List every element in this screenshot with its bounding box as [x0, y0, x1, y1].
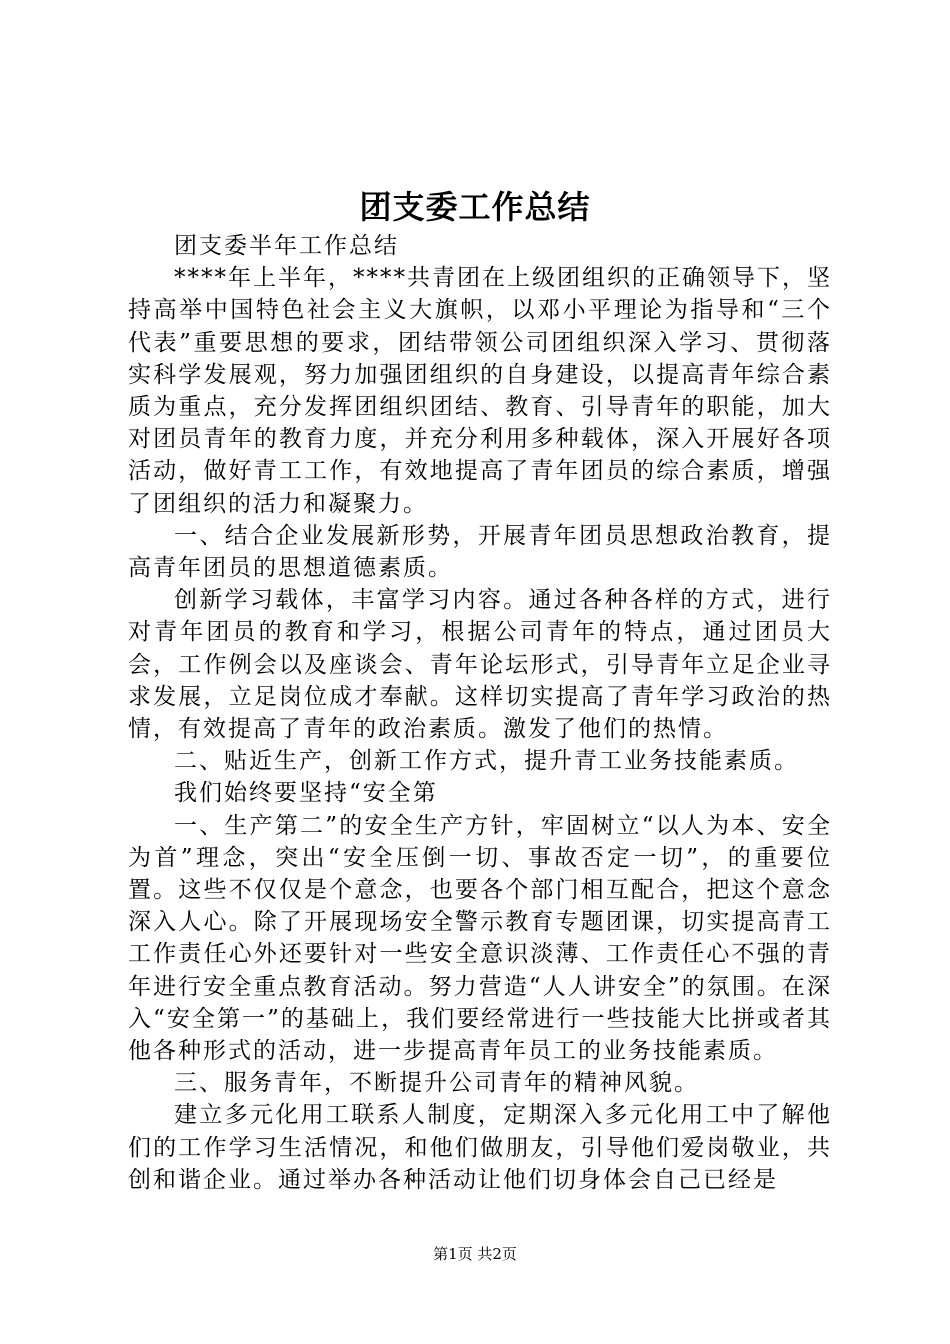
paragraph-intro: ****年上半年，****共青团在上级团组织的正确领导下，坚持高举中国特色社会主义大旗帜，以邓小平理论为指导和“三个代表”重要思想的要求，团结带领公司团组织深入学习、贯彻落实科学发展观，努力加强团组织的自身建设，以提高青年综合素质为重点，充分发挥团组织团结、教育、引导青年的职能，加大对团员青年的教育力度，并充分利用多种载体，深入开展好各项活动，做好青工工作，有效地提高了青年团员的综合素质，增强了团组织的活力和凝聚力。 — [128, 265, 832, 517]
paragraph-body-1: 创新学习载体，丰富学习内容。通过各种各样的方式，进行对青年团员的教育和学习，根据公司青年的特点，通过团员大会，工作例会以及座谈会、青年论坛形式，引导青年立足企业寻求发展，立足岗位成才奉献。这样切实提高了青年学习政治的热情，有效提高了青年的政治素质。激发了他们的热情。 — [128, 587, 832, 743]
paragraph-heading-3: 三、服务青年，不断提升公司青年的精神风貌。 — [174, 1070, 699, 1097]
paragraph-heading-1: 一、结合企业发展新形势，开展青年团员思想政治教育，提高青年团员的思想道德素质。 — [128, 522, 832, 582]
paragraph-body-2b: 一、生产第二”的安全生产方针，牢固树立“以人为本、安全为首”理念，突出“安全压倒一切、事故否定一切”，的重要位置。这些不仅仅是个意念，也要各个部门相互配合，把这个意念深入人心。除了开展现场安全警示教育专题团课，切实提高青工工作责任心外还要针对一些安全意识淡薄、工作责任心不强的青年进行安全重点教育活动。努力营造“人人讲安全”的氛围。在深入“安全第一”的基础上，我们要经常进行一些技能大比拼或者其他各种形式的活动，进一步提高青年员工的业务技能素质。 — [128, 812, 832, 1065]
paragraph-body-2a: 我们始终要坚持“安全第 — [174, 780, 438, 807]
page-number-footer: 第1页 共2页 — [433, 1245, 517, 1263]
document-body — [128, 230, 832, 1196]
paragraph-body-3: 建立多元化用工联系人制度，定期深入多元化用工中了解他们的工作学习生活情况，和他们做朋友，引导他们爱岗敬业，共创和谐企业。通过举办各种活动让他们切身体会自己已经是 — [128, 1102, 832, 1193]
paragraph-heading-2: 二、贴近生产，创新工作方式，提升青工业务技能素质。 — [174, 748, 799, 775]
paragraph-subtitle: 团支委半年工作总结 — [174, 233, 399, 259]
document-title: 团支委工作总结 — [359, 188, 591, 226]
